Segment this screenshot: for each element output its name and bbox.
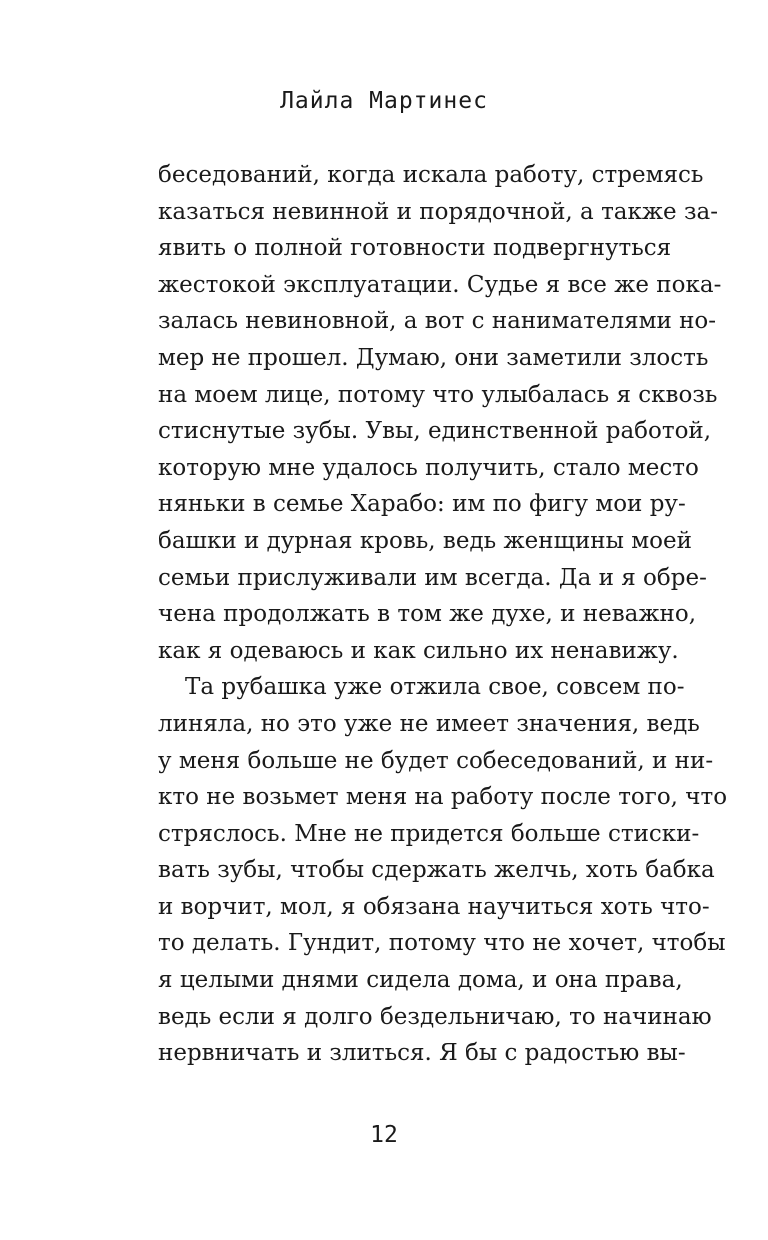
text-line: линяла, но это уже не имеет значения, ведь xyxy=(158,710,700,737)
text-line: залась невиновной, а вот с нанимателями но- xyxy=(158,308,717,335)
text-line: Та рубашка уже отжила свое, совсем по- xyxy=(185,674,685,701)
text-line: то делать. Гундит, потому что не хочет, чтобы xyxy=(158,930,726,957)
paragraph-2 xyxy=(158,669,728,1072)
text-line: стряслось. Мне не придется больше стиски- xyxy=(158,820,700,847)
text-line: беседований, когда искала работу, стремясь xyxy=(158,162,704,188)
text-line: няньки в семье Харабо: им по фигу мои ру- xyxy=(158,491,686,518)
text-line: чена продолжать в том же духе, и неважно, xyxy=(158,601,697,628)
page-number: 12 xyxy=(370,1122,398,1148)
text-line: кто не возьмет меня на работу после того, что xyxy=(158,784,728,811)
text-line: стиснутые зубы. Увы, единственной работой, xyxy=(158,418,712,445)
body-text xyxy=(158,157,728,1072)
text-line: жестокой эксплуатации. Судье я все же пока- xyxy=(158,271,722,298)
text-line: как я одеваюсь и как сильно их ненавижу. xyxy=(158,637,679,664)
text-line: я целыми днями сидела дома, и она права, xyxy=(158,967,683,994)
text-line: которую мне удалось получить, стало место xyxy=(158,454,699,481)
text-line: явить о полной готовности подвергнуться xyxy=(158,235,672,262)
text-line: казаться невинной и порядочной, а также за- xyxy=(158,198,718,225)
text-line: ведь если я долго бездельничаю, то начинаю xyxy=(158,1003,712,1030)
text-line: вать зубы, чтобы сдержать желчь, хоть бабка xyxy=(158,857,715,884)
text-line: нервничать и злиться. Я бы с радостью вы- xyxy=(158,1040,686,1067)
paragraph-1 xyxy=(158,157,722,669)
text-line: семьи прислуживали им всегда. Да и я обре- xyxy=(158,564,707,591)
text-line: у меня больше не будет собеседований, и ни- xyxy=(158,747,714,774)
text-line: на моем лице, потому что улыбалась я сквозь xyxy=(158,381,718,408)
text-line: мер не прошел. Думаю, они заметили злость xyxy=(158,344,709,371)
text-line: и ворчит, мол, я обязана научиться хоть что- xyxy=(158,893,710,920)
text-line: башки и дурная кровь, ведь женщины моей xyxy=(158,527,692,554)
running-header-author: Лайла Мартинес xyxy=(280,88,488,114)
